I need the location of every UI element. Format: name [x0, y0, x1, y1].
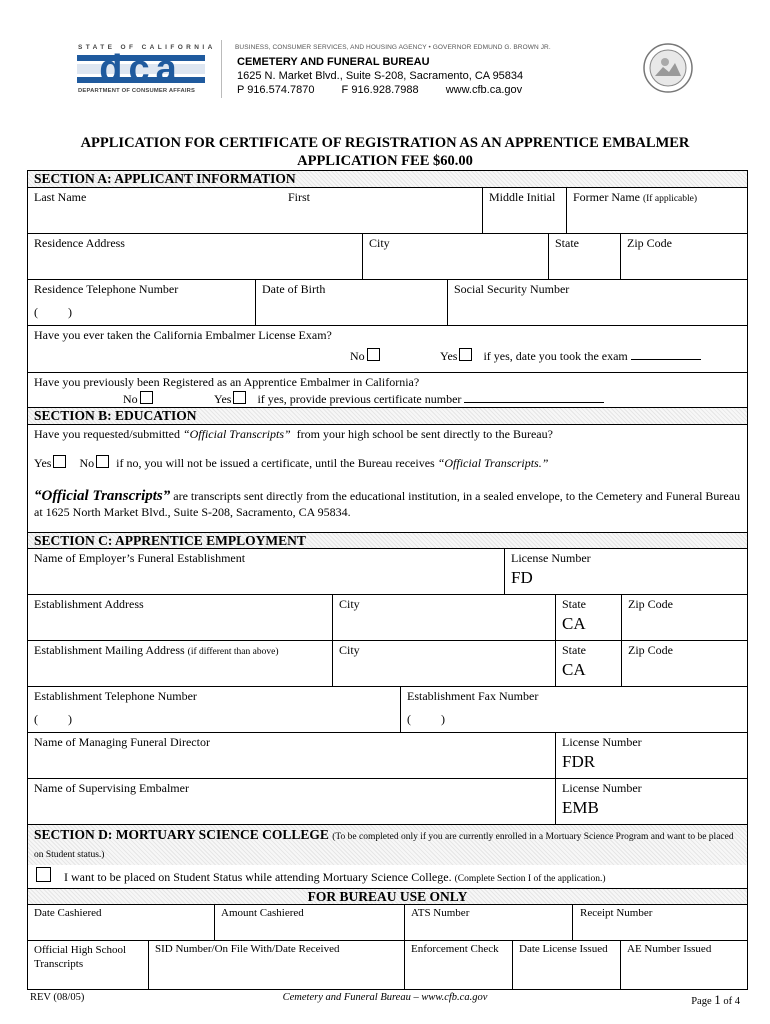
est-phone-parens: ( ): [34, 712, 72, 726]
mailing-city-field[interactable]: [332, 641, 555, 686]
transcripts-received-field[interactable]: [28, 941, 148, 989]
est-state-value: CA: [562, 614, 586, 633]
est-city-label: City: [339, 597, 360, 611]
exam-question: Have you ever taken the California Embalmer License Exam?: [34, 328, 332, 342]
residence-phone-field[interactable]: [28, 280, 255, 325]
prev-yes-label: Yes: [214, 392, 232, 406]
employer-license-label: License Number: [511, 551, 591, 565]
date-cashiered-field[interactable]: [28, 905, 214, 940]
receipt-number-label: Receipt Number: [580, 907, 653, 919]
transcripts-if-no-italic: “Official Transcripts.”: [437, 456, 549, 470]
mailing-row: [28, 641, 747, 687]
supervising-embalmer-field[interactable]: [28, 779, 555, 824]
transcripts-if-no-pre: if no, you will not be issued a certificate, until the Bureau receives: [116, 456, 438, 470]
middle-initial-label: Middle Initial: [489, 190, 556, 204]
transcripts-answer: [34, 455, 548, 471]
est-fax-field[interactable]: [400, 687, 747, 732]
section-d-row: [28, 825, 747, 889]
mailing-state-field[interactable]: [555, 641, 621, 686]
transcripts-yes-checkbox[interactable]: [53, 455, 66, 468]
supervising-embalmer-row: [28, 779, 747, 825]
student-status-option: [34, 867, 605, 885]
emb-prefix: EMB: [562, 798, 599, 817]
footer-center: Cemetery and Funeral Bureau – www.cfb.ca.gov: [282, 992, 488, 1003]
sid-field[interactable]: [148, 941, 404, 989]
bureau-address: 1625 N. Market Blvd., Suite S-208, Sacramento, CA 95834: [237, 70, 524, 82]
transcripts-no-label: No: [79, 456, 95, 470]
est-phone-row: [28, 687, 747, 733]
previous-reg-row: [28, 373, 747, 408]
managing-director-row: [28, 733, 747, 779]
form-title-line2: APPLICATION FEE $60.00: [297, 153, 473, 169]
dca-logo: [77, 48, 205, 90]
transcripts-def-term: “Official Transcripts”: [34, 488, 171, 504]
former-name-field[interactable]: [566, 188, 747, 233]
employer-field[interactable]: [28, 549, 504, 594]
bureau-phone: P 916.574.7870: [237, 84, 315, 96]
bureau-use-heading: FOR BUREAU USE ONLY: [28, 889, 747, 905]
ssn-label: Social Security Number: [454, 282, 570, 296]
footer-page: [691, 992, 740, 1008]
enforcement-label: Enforcement Check: [411, 943, 499, 955]
managing-director-field[interactable]: [28, 733, 555, 778]
middle-initial-field[interactable]: [482, 188, 566, 233]
section-a-heading: SECTION A: APPLICANT INFORMATION: [28, 171, 747, 188]
transcripts-received-label: Official High School Transcripts: [34, 944, 127, 970]
transcripts-no-checkbox[interactable]: [96, 455, 109, 468]
section-d-note: (To be completed only if you are currently enrolled in a Mortuary Science Program and want to be placed on Student status.): [34, 832, 734, 860]
bureau-name: CEMETERY AND FUNERAL BUREAU: [237, 56, 430, 68]
bureau-contact: [237, 84, 522, 96]
dept-label: DEPARTMENT OF CONSUMER AFFAIRS: [78, 88, 196, 94]
mailing-zip-label: Zip Code: [628, 643, 673, 657]
exam-yes-label: Yes: [440, 349, 458, 363]
residence-phone-parens: ( ): [34, 305, 72, 319]
fdr-license-field[interactable]: [555, 733, 747, 778]
residence-address-field[interactable]: [28, 234, 362, 279]
est-address-field[interactable]: [28, 595, 332, 640]
mailing-address-label: Establishment Mailing Address: [34, 643, 185, 657]
application-form: [27, 170, 748, 990]
ssn-field[interactable]: [447, 280, 747, 325]
bureau-row-2: [28, 941, 747, 989]
prev-no-checkbox[interactable]: [140, 391, 153, 404]
transcripts-question: [34, 427, 741, 442]
residence-address-label: Residence Address: [34, 236, 125, 250]
prev-cert-input[interactable]: [464, 402, 604, 403]
transcripts-def-text: are transcripts sent directly from the educational institution, in a sealed envelope, to the Cemetery and Funeral Bureau at 1625 North Market Blvd., Suite S-208, Sacramento, CA 95834.: [34, 489, 741, 519]
est-zip-label: Zip Code: [628, 597, 673, 611]
exam-row: [28, 326, 747, 373]
transcripts-question-italic: “Official Transcripts”: [182, 427, 291, 441]
residence-phone-label: Residence Telephone Number: [34, 282, 179, 296]
sid-label: SID Number/On File With/Date Received: [155, 943, 340, 955]
est-zip-field[interactable]: [621, 595, 747, 640]
mailing-state-value: CA: [562, 660, 586, 679]
dca-logo-text: dca: [99, 48, 183, 90]
est-state-label: State: [562, 597, 586, 611]
exam-yes-checkbox[interactable]: [459, 348, 472, 361]
mailing-address-field[interactable]: [28, 641, 332, 686]
exam-no-checkbox[interactable]: [367, 348, 380, 361]
transcripts-definition: [34, 488, 741, 520]
dob-field[interactable]: [255, 280, 447, 325]
transcripts-question-pre: Have you requested/submitted: [34, 427, 183, 441]
enforcement-field[interactable]: [404, 941, 512, 989]
state-label: State: [555, 236, 579, 250]
est-address-label: Establishment Address: [34, 597, 144, 611]
ats-number-label: ATS Number: [411, 907, 470, 919]
prev-cert-label: if yes, provide previous certificate number: [257, 392, 462, 406]
amount-cashiered-label: Amount Cashiered: [221, 907, 304, 919]
footer-page-of: of 4: [720, 996, 740, 1007]
bureau-row-1: [28, 905, 747, 941]
supervising-embalmer-label: Name of Supervising Embalmer: [34, 781, 189, 795]
section-d-header: [28, 825, 747, 865]
transcripts-question-post: from your high school be sent directly to the Bureau?: [290, 427, 553, 441]
transcripts-yes-label: Yes: [34, 456, 52, 470]
managing-director-label: Name of Managing Funeral Director: [34, 735, 210, 749]
est-city-field[interactable]: [332, 595, 555, 640]
footer-page-num: 1: [714, 992, 721, 1007]
emb-license-field[interactable]: [555, 779, 747, 824]
ats-number-field[interactable]: [404, 905, 572, 940]
receipt-number-field[interactable]: [572, 905, 747, 940]
employer-license-field[interactable]: [504, 549, 747, 594]
fdr-prefix: FDR: [562, 752, 596, 771]
bureau-fax: F 916.928.7988: [341, 84, 419, 96]
first-name-field[interactable]: [282, 188, 482, 233]
employer-label: Name of Employer’s Funeral Establishment: [34, 551, 246, 565]
exam-no-label: No: [350, 349, 365, 363]
mailing-zip-field[interactable]: [621, 641, 747, 686]
zip-field[interactable]: [620, 234, 747, 279]
former-name-label: Former Name: [573, 190, 640, 204]
state-field[interactable]: [548, 234, 620, 279]
bureau-website: www.cfb.ca.gov: [445, 84, 523, 96]
city-field[interactable]: [362, 234, 548, 279]
amount-cashiered-field[interactable]: [214, 905, 404, 940]
prev-question: Have you previously been Registered as an Apprentice Embalmer in California?: [34, 375, 420, 389]
last-name-label: Last Name: [34, 190, 87, 204]
education-row: [28, 425, 747, 533]
est-fax-parens: ( ): [407, 712, 445, 726]
est-address-row: [28, 595, 747, 641]
ae-number-label: AE Number Issued: [627, 943, 712, 955]
names-row: [28, 188, 747, 234]
header-divider: [221, 40, 222, 98]
last-name-field[interactable]: [28, 188, 282, 233]
fd-prefix: FD: [511, 568, 533, 587]
date-license-label: Date License Issued: [519, 943, 608, 955]
exam-date-label: if yes, date you took the exam: [483, 349, 628, 363]
city-label: City: [369, 236, 390, 250]
date-cashiered-label: Date Cashiered: [34, 907, 102, 919]
est-state-field[interactable]: [555, 595, 621, 640]
exam-date-input[interactable]: [631, 359, 701, 360]
phone-dob-row: [28, 280, 747, 326]
student-status-label: I want to be placed on Student Status while attending Mortuary Science College.: [64, 870, 452, 884]
student-status-note: (Complete Section I of the application.): [454, 874, 606, 884]
est-phone-label: Establishment Telephone Number: [34, 689, 197, 703]
emb-license-label: License Number: [562, 781, 642, 795]
prev-no-label: No: [123, 392, 138, 406]
section-b-heading: SECTION B: EDUCATION: [28, 408, 747, 425]
dob-label: Date of Birth: [262, 282, 326, 296]
ae-number-field[interactable]: [620, 941, 747, 989]
prev-no-option: [123, 391, 157, 407]
agency-line: BUSINESS, CONSUMER SERVICES, AND HOUSING AGENCY • GOVERNOR EDMUND G. BROWN JR.: [235, 44, 551, 51]
state-label: STATE OF CALIFORNIA: [78, 44, 216, 51]
exam-yes-option: [440, 348, 701, 364]
first-name-label: First: [288, 190, 311, 204]
est-fax-label: Establishment Fax Number: [407, 689, 539, 703]
zip-label: Zip Code: [627, 236, 672, 250]
footer-page-label: Page: [691, 996, 715, 1007]
exam-no-option: [350, 348, 384, 364]
mailing-state-label: State: [562, 643, 586, 657]
prev-yes-option: [214, 391, 604, 407]
prev-yes-checkbox[interactable]: [233, 391, 246, 404]
state-seal-icon: [643, 43, 693, 93]
former-name-note: (If applicable): [642, 194, 698, 204]
mailing-city-label: City: [339, 643, 360, 657]
section-c-heading: SECTION C: APPRENTICE EMPLOYMENT: [28, 533, 747, 549]
fdr-license-label: License Number: [562, 735, 642, 749]
employer-row: [28, 549, 747, 595]
student-status-checkbox[interactable]: [36, 867, 51, 882]
est-phone-field[interactable]: [28, 687, 400, 732]
date-license-field[interactable]: [512, 941, 620, 989]
mailing-note: (if different than above): [187, 647, 279, 657]
residence-row: [28, 234, 747, 280]
form-title-line1: APPLICATION FOR CERTIFICATE OF REGISTRATION AS AN APPRENTICE EMBALMER: [80, 135, 690, 151]
section-d-heading: SECTION D: MORTUARY SCIENCE COLLEGE: [34, 827, 329, 842]
state-seal: [643, 43, 693, 97]
footer-rev: REV (08/05): [30, 992, 85, 1003]
